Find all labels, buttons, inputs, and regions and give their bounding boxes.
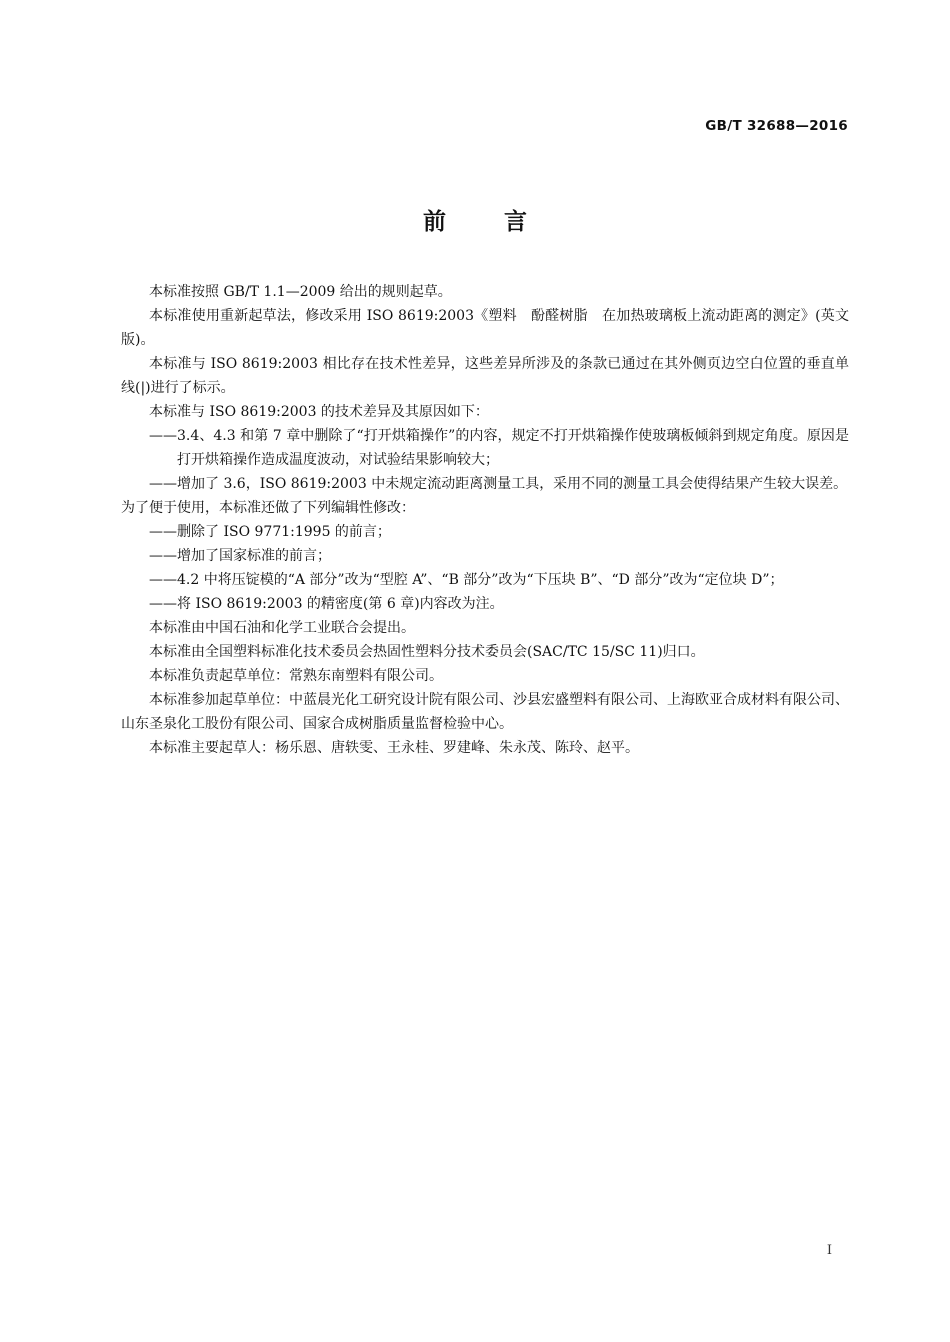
paragraph-technical-differences-marking: 本标准与 ISO 8619:2003 相比存在技术性差异，这些差异所涉及的条款已通过在其外侧页边空白位置的垂直单线(|)进行了标示。 (121, 356, 849, 396)
paragraph-responsible-drafter: 本标准负责起草单位：常熟东南塑料有限公司。 (149, 668, 443, 684)
list-item-tech-diff: ——3.4、4.3 和第 7 章中删除了“打开烘箱操作”的内容，规定不打开烘箱操作使玻璃板倾斜到规定角度。原因是打开烘箱操作造成温度波动，对试验结果影响较大； (149, 428, 849, 468)
paragraph-participating-drafters: 本标准参加起草单位：中蓝晨光化工研究设计院有限公司、沙县宏盛塑料有限公司、上海欧亚合成材料有限公司、山东圣泉化工股份有限公司、国家合成树脂质量监督检验中心。 (121, 692, 849, 732)
paragraph-editorial-intro: 为了便于使用，本标准还做了下列编辑性修改： (121, 500, 415, 516)
page-title: 前言 (423, 209, 585, 235)
list-item-editorial: ——4.2 中将压锭模的“A 部分”改为“型腔 A”、“B 部分”改为“下压块 B”、“D 部分”改为“定位块 D”； (149, 572, 784, 588)
list-item-editorial: ——删除了 ISO 9771:1995 的前言； (149, 524, 391, 540)
paragraph-technical-differences-intro: 本标准与 ISO 8619:2003 的技术差异及其原因如下： (149, 404, 489, 420)
standard-number: GB/T 32688—2016 (705, 118, 848, 134)
foreword-body (121, 280, 849, 760)
list-item-editorial: ——将 ISO 8619:2003 的精密度(第 6 章)内容改为注。 (149, 596, 504, 612)
page-number: I (826, 1243, 832, 1258)
paragraph-adoption-method: 本标准使用重新起草法，修改采用 ISO 8619:2003《塑料 酚醛树脂 在加热玻璃板上流动距离的测定》(英文版)。 (121, 308, 849, 348)
paragraph-committee: 本标准由全国塑料标准化技术委员会热固性塑料分技术委员会(SAC/TC 15/SC 11)归口。 (149, 644, 705, 660)
list-item-editorial: ——增加了国家标准的前言； (149, 548, 331, 564)
paragraph-drafting-rules: 本标准按照 GB/T 1.1—2009 给出的规则起草。 (149, 284, 452, 300)
paragraph-proposer: 本标准由中国石油和化学工业联合会提出。 (149, 620, 415, 636)
list-item-tech-diff: ——增加了 3.6，ISO 8619:2003 中未规定流动距离测量工具，采用不同的测量工具会使得结果产生较大误差。 (149, 476, 848, 492)
paragraph-main-drafters: 本标准主要起草人：杨乐恩、唐轶雯、王永桂、罗建峰、朱永茂、陈玲、赵平。 (149, 740, 639, 756)
